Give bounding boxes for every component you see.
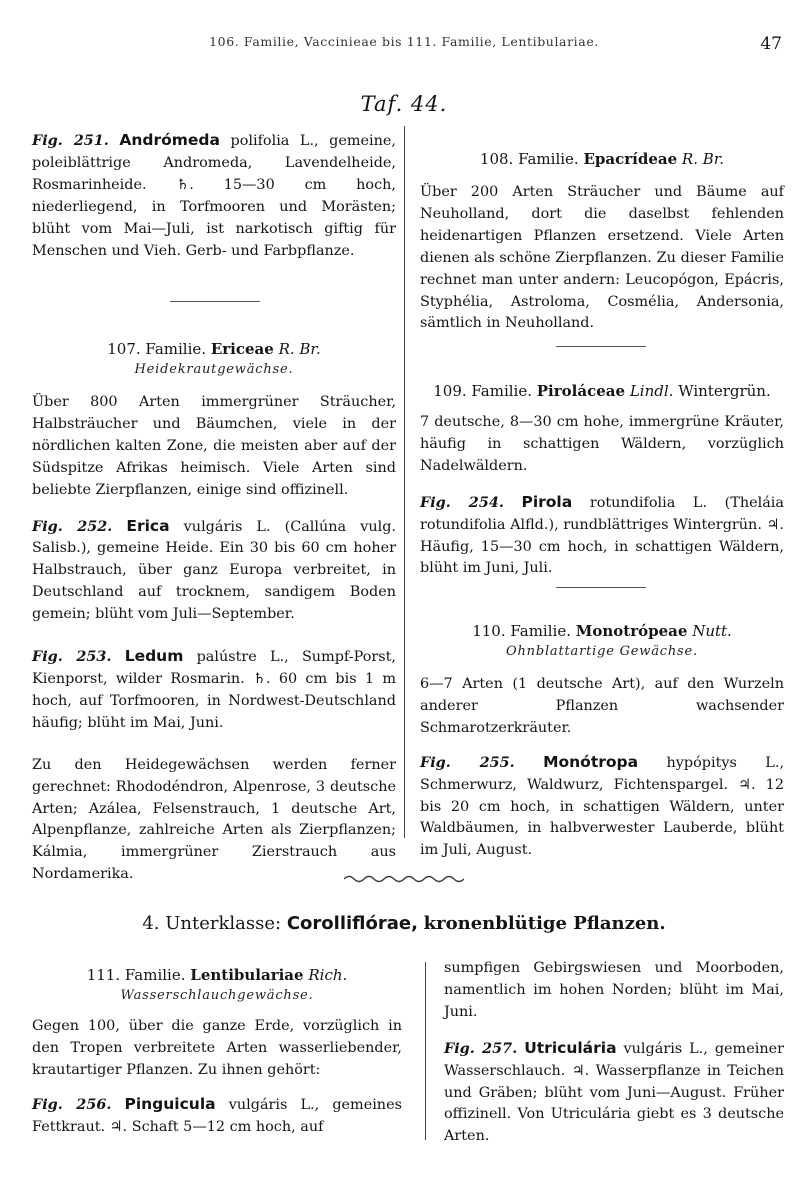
fig-number: Fig. 251. <box>32 132 109 149</box>
family-number: 109. Familie. <box>433 382 532 400</box>
family-107 <box>32 338 396 886</box>
fig-number: Fig. 256. <box>32 1095 112 1113</box>
entry-fig-254 <box>420 492 784 581</box>
separator <box>556 587 646 588</box>
family-author: Nutt. <box>692 622 732 640</box>
family-text: Über 800 Arten immergrüner Sträucher, Halbsträucher und Bäumchen, viele in der nördlichen kalten Zone, die meisten aber auf der Südspitze Afrikas heimisch. Viele Arten sind beliebte Zierpflanzen, einige sind offizinell. <box>32 394 396 498</box>
family-author: Lindl. <box>629 382 674 400</box>
family-text: 7 deutsche, 8—30 cm hohe, immergrüne Kräuter, häufig in schattigen Wäldern, vorzüglich Nadelwäldern. <box>420 414 784 474</box>
family-subtitle: Heidekrautgewächse. <box>134 362 294 377</box>
family-109 <box>420 380 784 580</box>
genus-name: Erica <box>126 516 170 535</box>
entry-fig-253 <box>32 646 396 735</box>
family-heading <box>420 620 784 642</box>
entry-fig-257 <box>444 1038 784 1149</box>
subclass-prefix: 4. Unterklasse: <box>142 913 282 934</box>
family-heading <box>420 148 784 170</box>
running-title: 106. Familie, Vaccinieae bis 111. Familie, Lentibulariae. <box>209 34 599 49</box>
family-text: Über 200 Arten Sträucher und Bäume auf Neuholland, dort die daselbst fehlenden heidenartigen Pflanzen ersetzend. Viele Arten dienen als schöne Zierpflanzen. Zu dieser Familie rechnet man unter andern: Leucopógon, Epácris, Styphélia, Astroloma, Cosmélia, Andersonia, sämtlich in Neuholland. <box>420 184 784 332</box>
family-number: 107. Familie. <box>107 340 207 358</box>
family-111 <box>32 964 402 1139</box>
plate-label: Taf. 44. <box>360 92 448 116</box>
genus-name: Pinguicula <box>124 1094 216 1113</box>
genus-name: Pirola <box>521 492 573 511</box>
left-column <box>32 130 396 262</box>
separator <box>170 301 260 302</box>
family-108 <box>420 148 784 335</box>
entry-fig-256 <box>32 1094 402 1139</box>
fig-number: Fig. 253. <box>32 648 112 666</box>
entry-fig-251 <box>32 130 396 262</box>
entry-text: palústre L., Sumpf-Porst, Kienporst, wilder Rosmarin. ♄. 60 cm bis 1 m hoch, auf Torfmooren, in Nordwest-Deutschland häufig; blüht im Mai, Juni. <box>32 649 396 731</box>
family-name: Lentibulariae <box>190 966 304 984</box>
column-rule-bottom <box>425 962 426 1140</box>
family-text: Gegen 100, über die ganze Erde, vorzüglich in den Tropen verbreitete Arten wasserliebender, krautartiger Pflanzen. Zu ihnen gehört: <box>32 1018 402 1078</box>
running-header <box>0 34 808 58</box>
separator <box>556 346 646 347</box>
entry-text: vulgáris L., gemeiner Wasserschlauch. ♃. Wasserpflanze in Teichen und Gräben; blüht vom Juni—August. Früher offizinell. Von Utriculária giebt es 3 deutsche Arten. <box>444 1040 784 1145</box>
family-text: 6—7 Arten (1 deutsche Art), auf den Wurzeln anderer Pflanzen wachsender Schmarotzerkräuter. <box>420 676 784 736</box>
subclass-german: kronenblütige Pflanzen. <box>423 913 666 934</box>
fig-number: Fig. 254. <box>420 493 504 511</box>
continuation-text: sumpfigen Gebirgswiesen und Moorboden, namentlich im hohen Norden; blüht im Mai, Juni. <box>444 960 784 1020</box>
family-subtitle: Ohnblattartige Gewächse. <box>506 644 698 659</box>
fig-number: Fig. 252. <box>32 517 113 535</box>
family-name: Epacrídeae <box>583 150 678 168</box>
subclass-latin: Corolliflórae, <box>286 913 418 934</box>
family-heading <box>32 338 396 360</box>
genus-name: Monótropa <box>543 752 639 771</box>
family-subtitle: Wasserschlauchgewächse. <box>120 988 314 1003</box>
family-heading <box>32 964 402 986</box>
family-name: Piroláceae <box>536 382 626 400</box>
page-number: 47 <box>760 34 782 54</box>
family-heading <box>420 380 784 402</box>
subclass-heading <box>0 913 808 934</box>
entry-text: polifolia L., gemeine, poleiblättrige Andromeda, Lavendelheide, Rosmarinheide. ♄. 15—30 cm hoch, niederliegend, in Torfmooren und Morästen; blüht vom Mai—Juli, ist narkotisch giftig für Menschen und Vieh. Gerb- und Farbpflanze. <box>32 133 397 259</box>
family-number: 108. Familie. <box>479 150 579 168</box>
family-name: Ericeae <box>210 340 274 358</box>
family-author: R. Br. <box>278 340 321 358</box>
fig-number: Fig. 257. <box>444 1039 518 1057</box>
bottom-right-column <box>444 958 784 1148</box>
family-number: 110. Familie. <box>472 622 571 640</box>
fig-number: Fig. 255. <box>420 753 515 771</box>
heide-note: Zu den Heidegewächsen werden ferner gerechnet: Rhododéndron, Alpenrose, 3 deutsche Arten; Azálea, Felsenstrauch, 1 deutsche Art, Alpenpflanze, zahlreiche Arten als Zierpflanzen; Kálmia, immergrüner Zierstrauch aus Nordamerika. <box>32 756 396 883</box>
column-rule-top <box>404 126 405 838</box>
genus-name: Andrómeda <box>119 131 220 149</box>
family-110 <box>420 620 784 862</box>
entry-fig-255 <box>420 752 784 863</box>
family-author: R. Br. <box>681 150 725 168</box>
wavy-divider <box>344 874 464 884</box>
family-common-name: Wintergrün. <box>678 382 771 400</box>
family-author: Rich. <box>308 966 348 984</box>
genus-name: Ledum <box>124 647 184 666</box>
entry-fig-252 <box>32 516 396 627</box>
entry-text: vulgáris L. (Callúna vulg. Salisb.), gemeine Heide. Ein 30 bis 60 cm hoher Halbstrauch, über ganz Europa verbreitet, in Deutschland auf trocknem, sandigem Boden gemein; blüht vom Juli—September. <box>32 518 396 623</box>
family-name: Monotrópeae <box>575 622 688 640</box>
entry-text: rotundifolia L. (Theláia rotundifolia Alfld.), rundblättriges Wintergrün. ♃. Häufig, 15—30 cm hoch, in schattigen Wäldern, blüht im Juni, Juli. <box>420 494 784 577</box>
entry-text: vulgáris L., gemeines Fettkraut. ♃. Schaft 5—12 cm hoch, auf <box>32 1096 402 1135</box>
family-number: 111. Familie. <box>86 966 186 984</box>
entry-text: hypópitys L., Schmerwurz, Waldwurz, Fichtenspargel. ♃. 12 bis 20 cm hoch, in schattigen Wäldern, unter Waldbäumen, in halbverwester Lauberde, blüht im Juli, August. <box>420 754 785 859</box>
genus-name: Utriculária <box>524 1038 617 1057</box>
